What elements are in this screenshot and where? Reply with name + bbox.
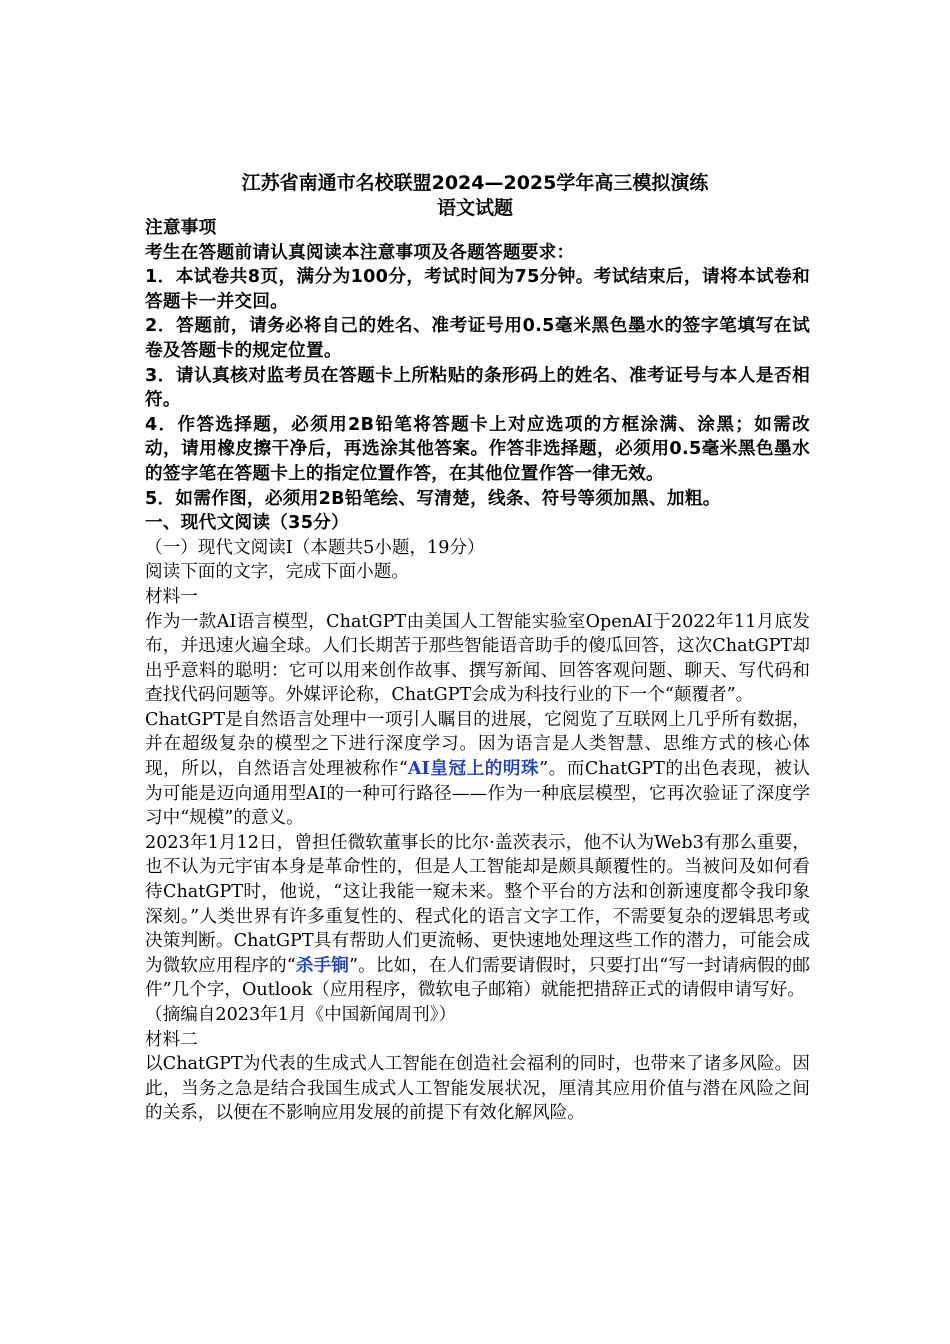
notice-intro: 考生在答题前请认真阅读本注意事项及各题答题要求： [145, 242, 575, 263]
exam-subtitle: 语文试题 [436, 197, 513, 219]
material1-paragraph-1: 作为一款AI语言模型，ChatGPT由美国人工智能实验室OpenAI于2022年11月底发布，并迅速火遍全球。人们长期苦于那些智能语音助手的傻瓜回答，这次ChatGPT却出乎意料的聪明：它可以用来创作故事、撰写新闻、回答客观问题、聊天、写代码和查找代码问题等。外媒评论称，ChatGPT会成为科技行业的下一个“颠覆者”。 [145, 611, 810, 706]
notice-item-2: 2．答题前，请务必将自己的姓名、准考证号用0.5毫米黑色墨水的签字笔填写在试卷及答题卡的规定位置。 [145, 316, 810, 361]
material1-paragraph-3 [145, 831, 810, 1003]
material1-label: 材料一 [145, 586, 198, 607]
material1-source: （摘编自2023年1月《中国新闻周刊》） [145, 1005, 457, 1025]
notice-item-3: 3．请认真核对监考员在答题卡上所粘贴的条形码上的姓名、准考证号与本人是否相符。 [145, 365, 810, 411]
highlight-killer-app: 杀手锏 [295, 954, 349, 976]
material1-p2-text-b: ”。而ChatGPT的出色表现，被认为可能是迈向通用型AI的一种可行路径——作为一种底层模型，它再次验证了深度学习中“规模”的意义。 [145, 759, 810, 829]
material1-p3-text-a: 2023年1月12日，曾担任微软董事长的比尔·盖茨表示，他不认为Web3有那么重要，也不认为元宇宙本身是革命性的，但是人工智能却是颇具颠覆性的。当被问及如何看待ChatGPT时，他说，“这让我能一窥未来。整个平台的方法和创新速度都令我印象深刻。”人类世界有许多重复性的、程式化的语言文字工作，不需要复杂的逻辑思考或决策判断。ChatGPT具有帮助人们更流畅、更快速地处理这些工作的潜力，可能会成为微软应用程序的“ [145, 832, 810, 976]
reading-instruction: 阅读下面的文字，完成下面小题。 [145, 562, 409, 583]
notice-item-5: 5．如需作图，必须用2B铅笔绘、写清楚，线条、符号等须加黑、加粗。 [145, 488, 721, 509]
exam-content [145, 216, 810, 1126]
material1-p3-text-b: ”。比如，在人们需要请假时，只要打出“写一封请病假的邮件”几个字，Outlook（应用程序，微软电子邮箱）就能把措辞正式的请假申请写好。 [145, 955, 810, 1001]
section-sub-heading: （一）现代文阅读Ⅰ（本题共5小题，19分） [145, 537, 485, 558]
section-heading: 一、现代文阅读（35分） [145, 513, 350, 534]
material2-label: 材料二 [145, 1029, 198, 1050]
highlight-ai-crown: AI皇冠上的明珠 [407, 758, 540, 780]
material1-paragraph-2 [145, 708, 810, 831]
exam-title: 江苏省南通市名校联盟2024—2025学年高三模拟演练 [241, 172, 709, 194]
material2-paragraph-1: 以ChatGPT为代表的生成式人工智能在创造社会福利的同时，也带来了诸多风险。因此，当务之急是结合我国生成式人工智能发展状况，厘清其应用价值与潜在风险之间的关系，以便在不影响应用发展的前提下有效化解风险。 [145, 1054, 810, 1124]
material1-p2-text-a: ChatGPT是自然语言处理中一项引人瞩目的进展，它阅览了互联网上几乎所有数据，并在超级复杂的模型之下进行深度学习。因为语言是人类智慧、思维方式的核心体现，所以，自然语言处理被称作“ [145, 709, 810, 780]
notice-heading: 注意事项 [145, 218, 217, 238]
notice-item-1: 1．本试卷共8页，满分为100分，考试时间为75分钟。考试结束后，请将本试卷和答题卡一并交回。 [145, 267, 810, 312]
notice-item-4: 4．作答选择题，必须用2B铅笔将答题卡上对应选项的方框涂满、涂黑；如需改动，请用橡皮擦干净后，再选涂其他答案。作答非选择题，必须用0.5毫米黑色墨水的签字笔在答题卡上的指定位置作答，在其他位置作答一律无效。 [145, 414, 810, 484]
